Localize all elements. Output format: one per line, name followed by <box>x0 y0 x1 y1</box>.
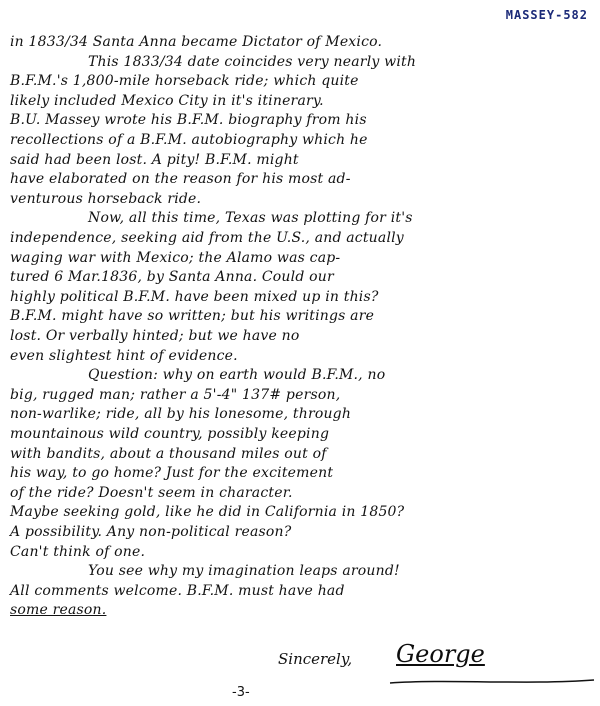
letter-line: All comments welcome. B.F.M. must have had <box>10 582 345 599</box>
letter-line: said had been lost. A pity! B.F.M. might <box>10 151 299 168</box>
letter-line: You see why my imagination leaps around! <box>88 563 400 580</box>
signature-underline <box>388 675 598 687</box>
letter-line: in 1833/34 Santa Anna became Dictator of Mexico. <box>10 34 383 50</box>
letter-line: A possibility. Any non-political reason? <box>10 524 292 540</box>
letter-line: B.F.M. might have so written; but his writings are <box>10 308 375 325</box>
letter-line: Maybe seeking gold, like he did in California in 1850? <box>10 504 405 521</box>
letter-line: likely included Mexico City in it's itinerary. <box>10 92 324 109</box>
letter-line: Now, all this time, Texas was plotting for it's <box>88 210 413 227</box>
letter-line: lost. Or verbally hinted; but we have no <box>10 328 300 344</box>
letter-line: independence, seeking aid from the U.S., and actually <box>10 230 404 246</box>
letter-line: with bandits, about a thousand miles out of <box>10 445 327 462</box>
letter-line: have elaborated on the reason for his most ad- <box>10 171 351 188</box>
letter-line: non-warlike; ride, all by his lonesome, through <box>10 406 352 423</box>
signature: George <box>396 640 485 668</box>
letter-line: B.F.M.'s 1,800-mile horseback ride; which quite <box>10 73 359 90</box>
letter-line: recollections of a B.F.M. autobiography which he <box>10 132 368 148</box>
letter-line: mountainous wild country, possibly keeping <box>10 426 330 442</box>
letter-line: Can't think of one. <box>10 543 146 560</box>
letter-line: his way, to go home? Just for the excitement <box>10 465 334 482</box>
letter-line: some reason. <box>10 602 107 619</box>
letter-line: venturous horseback ride. <box>10 190 202 207</box>
page-number: -3- <box>232 685 250 700</box>
letter-line: B.U. Massey wrote his B.F.M. biography from his <box>10 112 367 129</box>
letter-line: highly political B.F.M. have been mixed up in this? <box>10 288 379 305</box>
letter-line: tured 6 Mar.1836, by Santa Anna. Could our <box>10 269 334 286</box>
letter-line: Question: why on earth would B.F.M., no <box>88 367 386 384</box>
letter-line: big, rugged man; rather a 5'-4" 137# person, <box>10 386 341 403</box>
letter-line: of the ride? Doesn't seem in character. <box>10 484 293 501</box>
letter-line: This 1833/34 date coincides very nearly with <box>88 53 417 70</box>
document-code: MASSEY-582 <box>505 8 588 22</box>
letter-line: waging war with Mexico; the Alamo was cap- <box>10 249 341 266</box>
letter-line: even slightest hint of evidence. <box>10 347 238 364</box>
closing: Sincerely, <box>278 650 353 668</box>
